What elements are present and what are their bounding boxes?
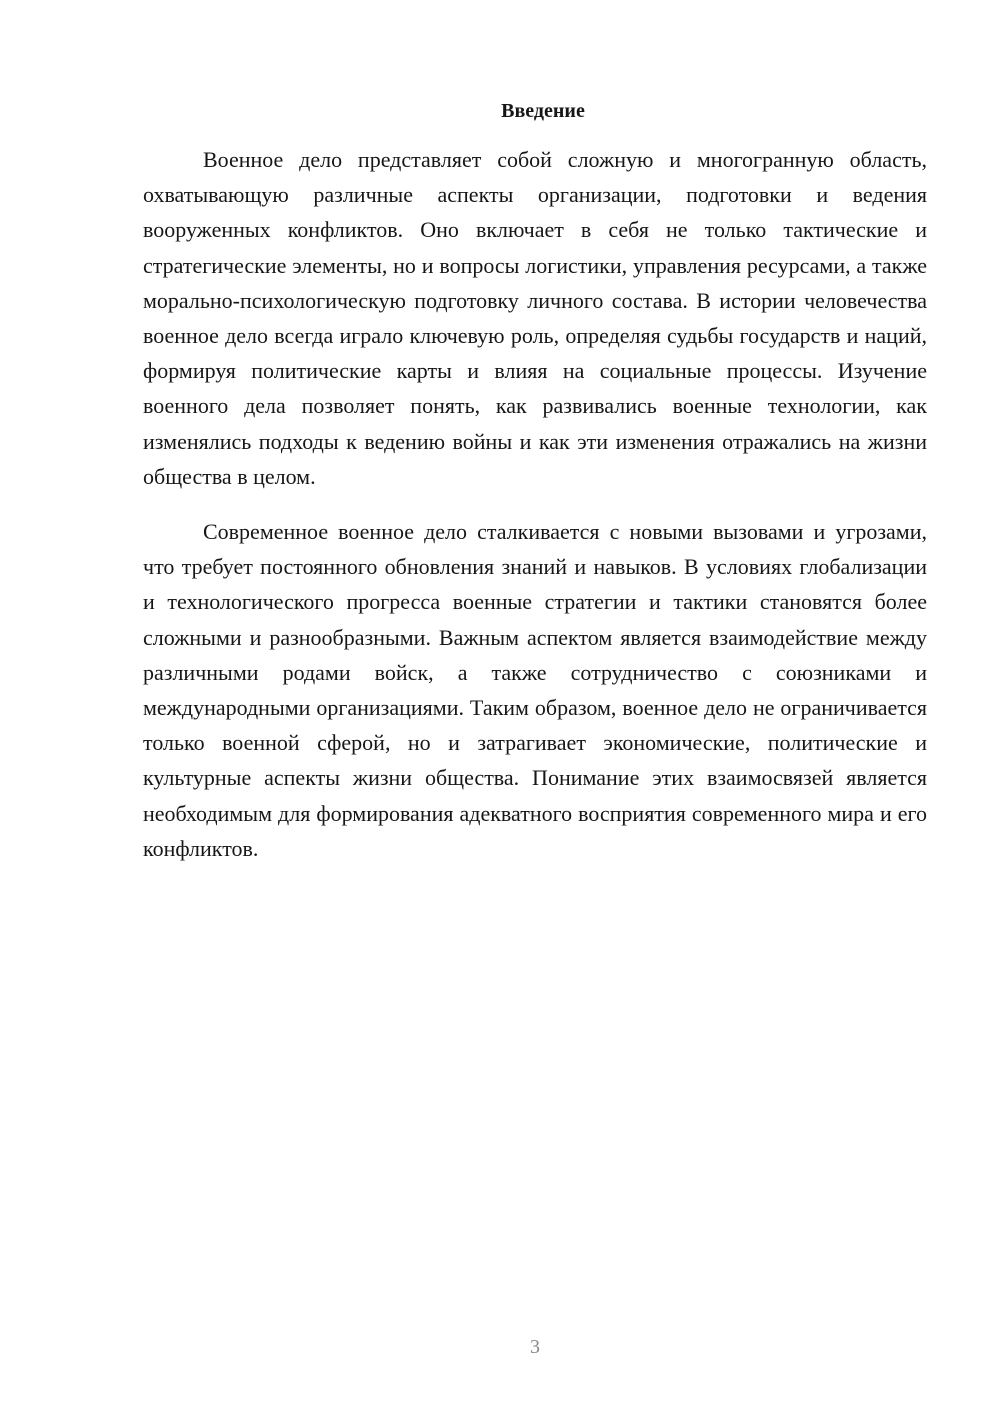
paragraph-1: Военное дело представляет собой сложную и многогранную область, охватывающую различные аспекты организации, подготовки и ведения вооруженных конфликтов. Оно включает в себя не только тактические и стратегические элементы, но и вопросы логистики, управления ресурсами, а также морально-психологическую подготовку личного состава. В истории человечества военное дело всегда играло ключевую роль, определяя судьбы государств и наций, формируя политические карты и влияя на социальные процессы. Изучение военного дела позволяет понять, как развивались военные технологии, как изменялись подходы к ведению войны и как эти изменения отражались на жизни общества в целом. [143, 147, 927, 489]
section-title: Введение [501, 100, 585, 122]
paragraph-2: Современное военное дело сталкивается с новыми вызовами и угрозами, что требует постоянного обновления знаний и навыков. В условиях глобализации и технологического прогресса военные стратегии и тактики становятся более сложными и разнообразными. Важным аспектом является взаимодействие между различными родами войск, а также сотрудничество с союзниками и международными организациями. Таким образом, военное дело не ограничивается только военной сферой, но и затрагивает экономические, политические и культурные аспекты жизни общества. Понимание этих взаимосвязей является необходимым для формирования адекватного восприятия современного мира и его конфликтов. [143, 519, 927, 861]
page-content [143, 95, 927, 866]
page-number: 3 [530, 1336, 540, 1358]
